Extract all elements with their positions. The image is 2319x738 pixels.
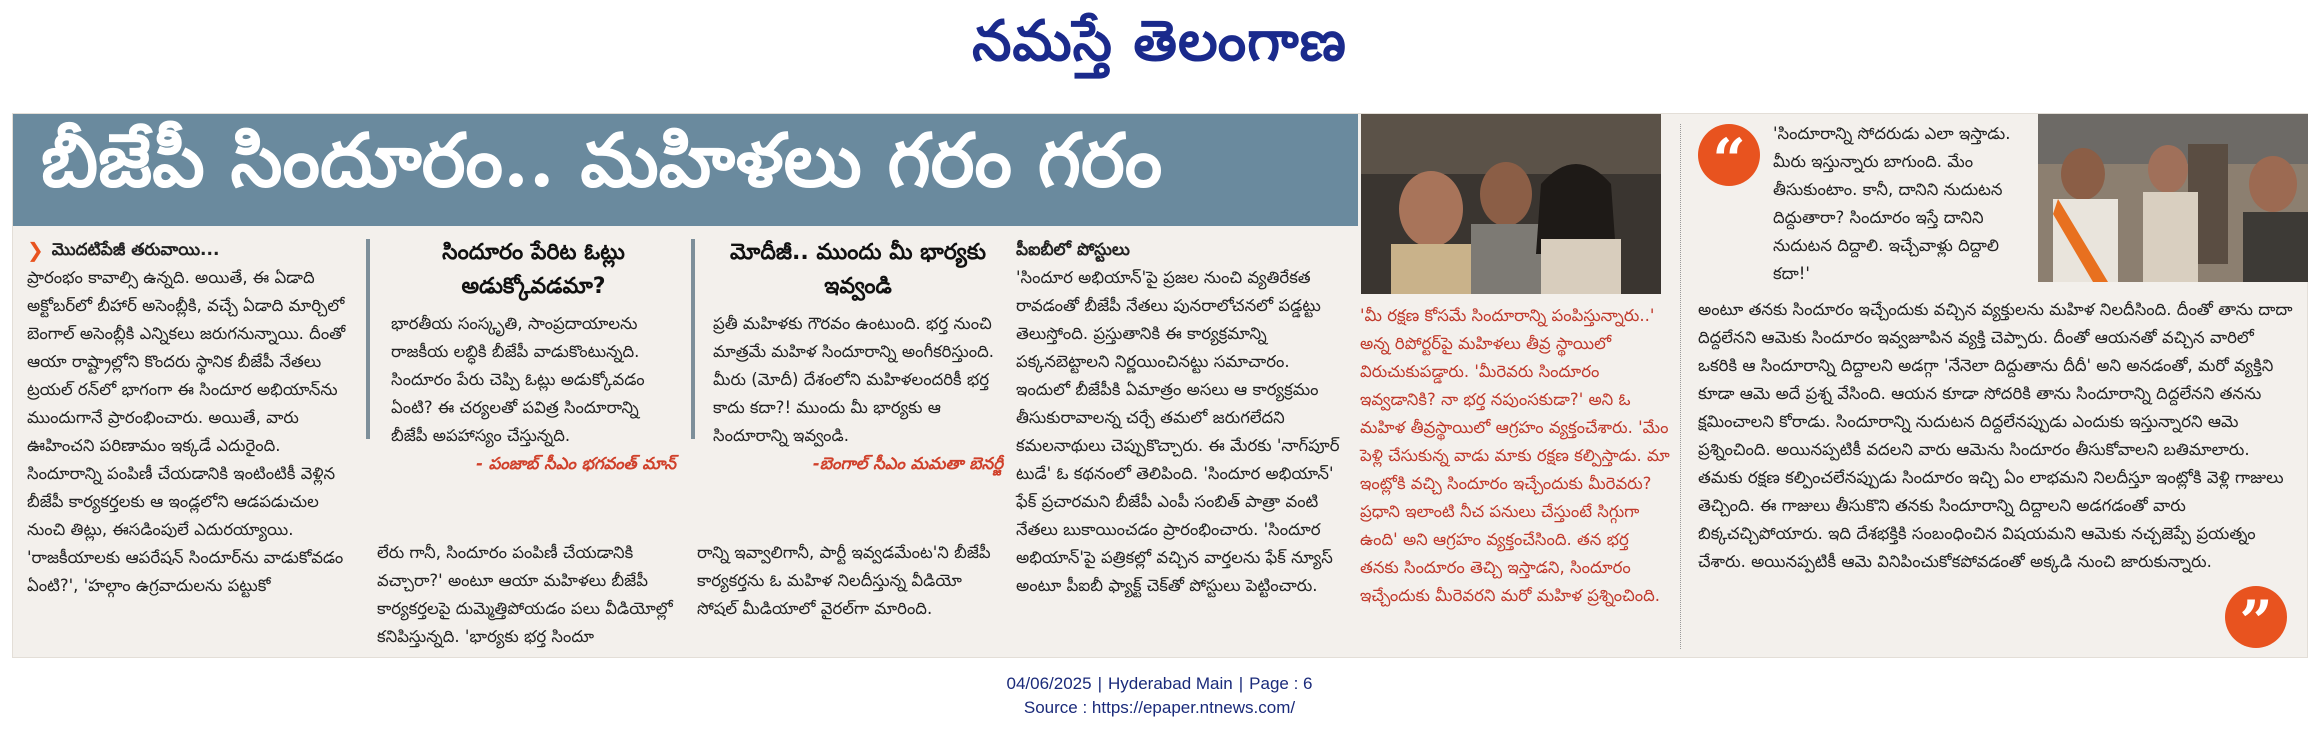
- column-rule: [691, 239, 695, 439]
- pib-kicker: [1016, 236, 1346, 264]
- article-headline: బీజేపీ సిందూరం.. మహిళలు గరం గరం: [41, 118, 1163, 204]
- footer-source: Source : https://epaper.ntnews.com/: [1023, 698, 1296, 717]
- masthead: [0, 0, 2319, 95]
- pib-kicker-text: పీఐబీలో పోస్టులు: [1016, 240, 1130, 260]
- column-1: [27, 236, 357, 654]
- column-6-text: అంటూ తనకు సిందూరం ఇచ్చేందుకు వచ్చిన వ్యక్తులను మహిళ నిలదీసింది. దీంతో తాను దాదా దిద్దలేనని ఆమెకు సిందూరం ఇవ్వజూపిన వ్యక్తి చెప్పారు. దీంతో ఆయనతో వచ్చిన వారిలో ఒకరికి ఆ సిందూరాన్ని దిద్దాలని అడగ్గా 'నేనెలా దిద్దుతాను దీదీ' అని అనడంతో, మరో వ్యక్తిని కూడా ఆమె అదే ప్రశ్న వేసింది. ఆయన కూడా సోదరికి తాను సిందూరాన్ని దిద్దలేనని తనను క్షమించాలని కోరాడు. సిందూరాన్ని నుదుటన దిద్దలేనప్పుడు ఎందుకు ఇస్తున్నారని ఆమె ప్రశ్నించింది. అయినప్పటికీ వదలని వారు ఆమెను సిందూరం తీసుకోవాలని బతిమాలారు. తమకు రక్షణ కల్పించలేనప్పుడు సిందూరం ఇచ్చి ఏం లాభమని నిలదీస్తూ ఇంట్లోకి వెళ్లి గాజులు తెచ్చింది. ఈ గాజులు తీసుకొని తనకు సిందూరాన్ని దిద్దాలని అడగడంతో వారు బిక్కచచ్చిపోయారు. ఇది దేశభక్తికి సంబంధించిన విషయమని ఆమెకు నచ్చజెప్పే ప్రయత్నం చేశారు. అయినప్పటికీ ఆమె వినిపించుకోకపోవడంతో అక్కడి నుంచి జారుకున్నారు.: [1698, 300, 2293, 571]
- footer-edition-line: 04/06/2025 | Hyderabad Main | Page : 6: [1006, 674, 1313, 693]
- footer-edition: Hyderabad Main: [1108, 674, 1233, 693]
- column-5: [1360, 302, 1670, 654]
- column-1-continued-text: లేరు గానీ, సిందూరం పంపిణీ చేయడానికి వచ్చారా?' అంటూ ఆయా మహిళలు బీజేపీ కార్యకర్తలపై దుమ్మెత్తిపోయడం పలు వీడియోల్లో కనిపిస్తున్నది. 'భార్యకు భర్త సిందూ: [377, 543, 673, 646]
- column-1-text: ప్రారంభం కావాల్సి ఉన్నది. అయితే, ఈ ఏడాది అక్టోబర్‌లో బీహార్ అసెంబ్లీకి, వచ్చే ఏడాది మార్చిలో బెంగాల్ అసెంబ్లీకి ఎన్నికలు జరుగనున్నాయి. దీంతో ఆయా రాష్ట్రాల్లోని కొందరు స్థానిక బీజేపీ నేతలు ట్రయల్ రన్‌లో భాగంగా ఈ సిందూర అభియాన్‌ను ముందుగానే ప్రారంభించారు. అయితే, వారు ఊహించని పరిణామం ఇక్కడే ఎదురైంది. సిందూరాన్ని పంపిణీ చేయడానికి ఇంటింటికీ వెళ్లిన బీజేపీ కార్యకర్తలకు ఆ ఇండ్లలోని ఆడపడుచుల నుంచి తిట్లు, ఈసడింపులే ఎదురయ్యాయి. 'రాజకీయాలకు ఆపరేషన్ సిందూర్‌ను వాడుకోవడం ఏంటి?', 'హల్గాం ఉగ్రవాదులను పట్టుకో: [27, 268, 346, 595]
- article-clipping: [12, 113, 2308, 658]
- photo-woman-with-bjp-workers: [2038, 114, 2308, 282]
- continuation-kicker: [27, 236, 357, 264]
- quote-close-icon: ”: [2225, 586, 2287, 648]
- column-4: [1016, 236, 1346, 654]
- column-3-continued-text: రాన్ని ఇవ్వాలిగానీ, పార్టీ ఇవ్వడమేంట'ని బీజేపీ కార్యకర్తను ఓ మహిళ నిలదీస్తున్న వీడియో సోషల్ మీడియాలో వైరల్‌గా మారింది.: [697, 543, 991, 618]
- subhead-punjab: సిందూరం పేరిట ఓట్లు అడుక్కోవడమా?: [442, 240, 625, 299]
- pull-quote: [1773, 120, 2028, 300]
- byline-punjab: - పంజాబ్ సీఎం భగవంత్ మాన్: [476, 454, 676, 473]
- kicker-text: మొదటిపేజీ తరువాయి...: [51, 240, 220, 260]
- quote-open-icon: “: [1698, 124, 1760, 186]
- column-rule: [366, 239, 370, 439]
- page-footer: [0, 672, 2319, 720]
- pull-quote-text: 'సిందూరాన్ని సోదరుడు ఎలా ఇస్తాడు. మీరు ఇస్తున్నారు బాగుంది. మేం తీసుకుంటాం. కానీ, దానిని నుదుటన దిద్దుతారా? సిందూరం ఇస్తే దానిని నుదుటన దిద్దాలి. ఇచ్చేవాళ్లు దిద్దాలి కదా!': [1773, 124, 2011, 283]
- column-3: [713, 236, 1003, 473]
- photo-women-interview: [1361, 114, 1661, 294]
- quote-punjab: భారతీయ సంస్కృతి, సాంప్రదాయాలను రాజకీయ లబ్ధికి బీజేపీ వాడుకొంటున్నది. సిందూరం పేరు చెప్పి ఓట్లు అడుక్కోవడం ఏంటి? ఈ చర్యలతో పవిత్ర సిందూరాన్ని బీజేపీ అపహాస్యం చేస్తున్నది.: [391, 314, 645, 445]
- column-5-text: 'మీ రక్షణ కోసమే సిందూరాన్ని పంపిస్తున్నారు..' అన్న రిపోర్టర్‌పై మహిళలు తీవ్ర స్థాయిలో విరుచుకుపడ్డారు. 'మీరెవరు సిందూరం ఇవ్వడానికి? నా భర్త నపుంసకుడా?' అని ఓ మహిళ తీవ్రస్థాయిలో ఆగ్రహం వ్యక్తంచేశారు. 'మేం పెళ్లి చేసుకున్న వాడు మాకు రక్షణ కల్పిస్తాడు. మా ఇంట్లోకి వచ్చి సిందూరం ఇచ్చేందుకు మీరెవరు? ప్రధాని ఇలాంటి నీచ పనులు చేస్తుంటే సిగ్గుగా ఉంది' అని ఆగ్రహం వ్యక్తంచేసింది. తన భర్త తనకు సిందూరం తెచ్చి ఇస్తాడని, సిందూరం ఇచ్చేందుకు మీరెవరని మరో మహిళ ప్రశ్నించింది.: [1360, 306, 1670, 605]
- footer-date: 04/06/2025: [1006, 674, 1092, 693]
- footer-page: Page : 6: [1249, 674, 1313, 693]
- column-4-text: 'సిందూర అభియాన్'పై ప్రజల నుంచి వ్యతిరేకత రావడంతో బీజేపీ నేతలు పునరాలోచనలో పడ్డట్టు తెలుస్తోంది. ప్రస్తుతానికి ఈ కార్యక్రమాన్ని పక్కనబెట్టాలని నిర్ణయించినట్టు సమాచారం. ఇందులో బీజేపీకి ఏమాత్రం అసలు ఆ కార్యక్రమం తీసుకురావాలన్న చర్చే తమలో జరుగలేదని కమలనాథులు చెప్పుకొచ్చారు. ఈ మేరకు 'నాగ్‌పూర్ టుడే' ఓ కథనంలో తెలిపింది. 'సిందూర అభియాన్' ఫేక్ ప్రచారమని బీజేపీ ఎంపీ సంబిత్ పాత్రా వంటి నేతలు బుకాయించడం ప్రారంభించారు. 'సిందూర అభియాన్'పై పత్రికల్లో వచ్చిన వార్తలను ఫేక్ న్యూస్ అంటూ పీఐబీ ఫ్యాక్ట్ చెక్‌తో పోస్టులు పెట్టించారు.: [1016, 268, 1340, 595]
- byline-bengal: -బెంగాల్ సీఎం మమతా బెనర్జీ: [812, 454, 1003, 473]
- subhead-bengal: మోదీజీ.. ముందు మీ భార్యకు ఇవ్వండి: [730, 240, 986, 299]
- headline-banner: [13, 114, 1358, 226]
- quote-bengal: ప్రతీ మహిళకు గౌరవం ఉంటుంది. భర్త నుంచి మాత్రమే మహిళ సిందూరాన్ని అంగీకరిస్తుంది. మీరు (మోదీ) దేశంలోని మహిళలందరికీ భర్త కాదు కదా?! ముందు మీ భార్యకు ఆ సిందూరాన్ని ఇవ్వండి.: [713, 314, 995, 445]
- column-divider: [1680, 124, 1681, 649]
- column-3-bottom: [697, 539, 1007, 654]
- newspaper-title: నమస్తే తెలంగాణ: [972, 7, 1347, 74]
- chevron-right-icon: ❯: [27, 238, 44, 262]
- column-1-bottom: [377, 539, 687, 654]
- column-6: [1698, 296, 2298, 651]
- column-2: [391, 236, 676, 473]
